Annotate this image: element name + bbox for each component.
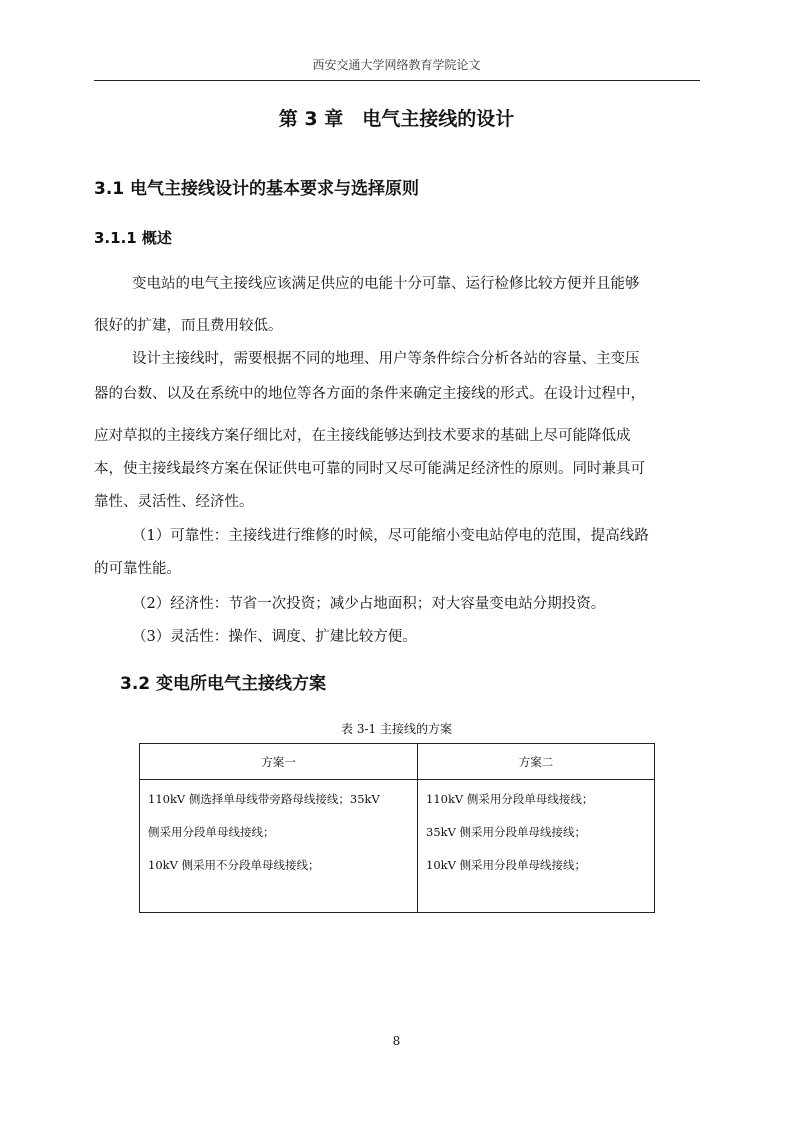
running-header: 西安交通大学网络教育学院论文 [312, 58, 481, 72]
table-row [140, 780, 655, 913]
cell-line: 35kV 侧采用分段单母线接线； [426, 825, 587, 839]
scheme-table [139, 743, 655, 913]
cell-line: 10kV 侧采用不分段单母线接线； [148, 858, 320, 872]
cell-line: 侧采用分段单母线接线； [148, 825, 275, 839]
cell-line: 110kV 侧采用分段单母线接线； [426, 792, 594, 806]
table-header-cell: 方案一 [140, 744, 418, 780]
paragraph-line: 变电站的电气主接线应该满足供应的电能十分可靠、运行检修比较方便并且能够 [132, 276, 640, 292]
header-rule [94, 80, 700, 81]
table-cell [140, 780, 418, 913]
paragraph-line: 的可靠性能。 [94, 561, 181, 577]
paragraph-line: 器的台数、以及在系统中的地位等各方面的条件来确定主接线的形式。在设计过程中， [94, 386, 645, 402]
table-header-row [140, 744, 655, 780]
paragraph-line: 设计主接线时，需要根据不同的地理、用户等条件综合分析各站的容量、主变压 [132, 351, 640, 367]
section-3-2-heading: 3.2 变电所电气主接线方案 [120, 674, 327, 694]
paragraph-line: （3）灵活性：操作、调度、扩建比较方便。 [132, 629, 417, 645]
paragraph-line: 应对草拟的主接线方案仔细比对，在主接线能够达到技术要求的基础上尽可能降低成 [94, 428, 631, 444]
paragraph-line: （1）可靠性：主接线进行维修的时候，尽可能缩小变电站停电的范围，提高线路 [132, 528, 649, 544]
chapter-title: 第 3 章 电气主接线的设计 [278, 108, 515, 130]
page-number: 8 [392, 1034, 401, 1048]
paragraph-line: 靠性、灵活性、经济性。 [94, 494, 254, 510]
section-3-1-1-heading: 3.1.1 概述 [94, 229, 172, 247]
cell-line: 10kV 侧采用分段单母线接线； [426, 858, 587, 872]
section-3-1-heading: 3.1 电气主接线设计的基本要求与选择原则 [94, 179, 420, 199]
table-caption: 表 3-1 主接线的方案 [341, 722, 452, 736]
paragraph-line: 很好的扩建，而且费用较低。 [94, 318, 283, 334]
table-cell [418, 780, 655, 913]
paragraph-line: 本，使主接线最终方案在保证供电可靠的同时又尽可能满足经济性的原则。同时兼具可 [94, 461, 645, 477]
table-header-cell: 方案二 [418, 744, 655, 780]
cell-line: 110kV 侧选择单母线带旁路母线接线；35kV [148, 792, 380, 806]
paragraph-line: （2）经济性：节省一次投资；减少占地面积；对大容量变电站分期投资。 [132, 596, 606, 612]
